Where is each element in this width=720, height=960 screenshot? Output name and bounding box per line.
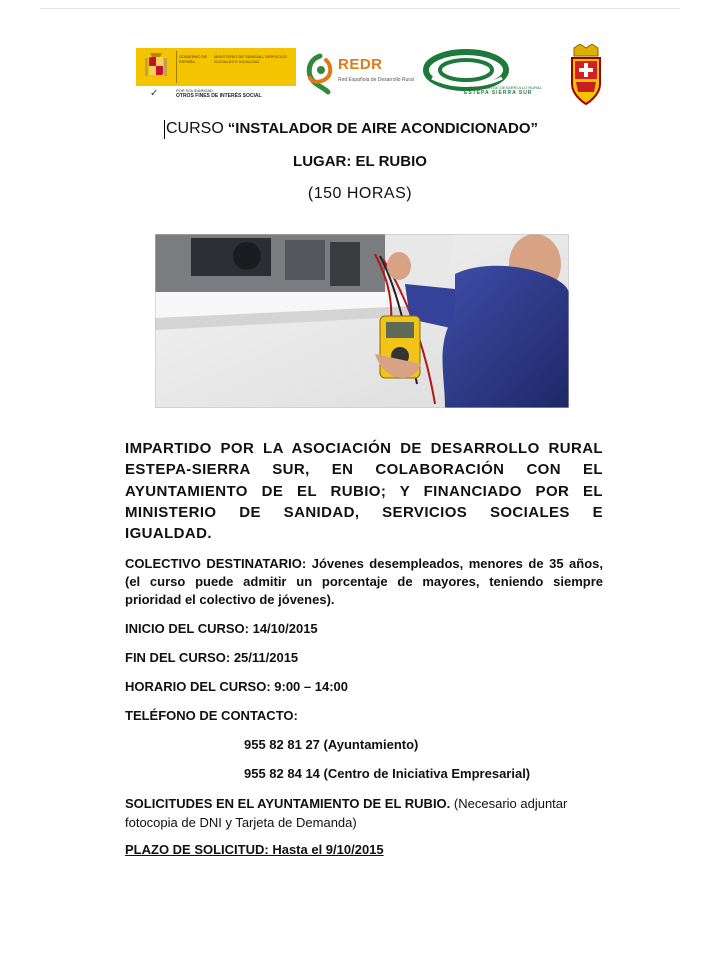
applications-location: SOLICITUDES EN EL AYUNTAMIENTO DE EL RUBIO. (125, 796, 451, 811)
technician-ac-photo (155, 234, 569, 408)
gobierno-banner (136, 48, 296, 86)
start-date: INICIO DEL CURSO: 14/10/2015 (125, 621, 318, 636)
application-deadline: PLAZO DE SOLICITUD: Hasta el 9/10/2015 (125, 842, 384, 857)
gobierno-divider (176, 51, 177, 83)
target-audience-text: Jóvenes desempleados, menores de 35 años, (el curso puede admitir un porcentaje de mayores, teniendo siempre prioridad el colectivo de jóvenes). (125, 556, 603, 607)
redr-swirl-icon (302, 52, 338, 96)
schedule: HORARIO DEL CURSO: 9:00 – 14:00 (125, 679, 348, 694)
estepa-sierra-sur-logo (422, 48, 552, 96)
estepa-line2: ESTEPA SIERRA SUR (464, 90, 533, 96)
course-word: CURSO (166, 120, 224, 137)
applications-note: (Necesario adjuntar fotocopia de DNI y Tarjeta de Demanda) (125, 796, 568, 830)
checkmark-icon: ✓ (150, 88, 159, 99)
gobierno-espana-logo (136, 48, 296, 102)
end-date: FIN DEL CURSO: 25/11/2015 (125, 650, 299, 665)
phone-ayuntamiento: 955 82 81 27 (Ayuntamiento) (244, 737, 419, 752)
top-rule (40, 8, 680, 9)
organizer-paragraph: IMPARTIDO POR LA ASOCIACIÓN DE DESARROLLO RURAL ESTEPA-SIERRA SUR, EN COLABORACIÓN CON EL AYUNTAMIENTO DE EL RUBIO; Y FINANCIADO POR EL MINISTERIO DE SANIDAD, SERVICIOS SOCIALES E IGUALDAD. (125, 440, 603, 543)
target-audience-paragraph (125, 555, 603, 609)
contact-phone-label: TELÉFONO DE CONTACTO: (125, 708, 298, 723)
spain-crest-icon (140, 51, 172, 83)
redr-subtitle: Red Española de Desarrollo Rural (338, 77, 414, 83)
course-title (166, 120, 538, 138)
fines-sociales-label: OTROS FINES DE INTERÉS SOCIAL (176, 93, 262, 99)
solidaridad-label: POR SOLIDARIDAD (176, 88, 213, 93)
location-heading: LUGAR: EL RUBIO (293, 153, 427, 170)
phone-centro-iniciativa: 955 82 84 14 (Centro de Iniciativa Empresarial) (244, 766, 531, 781)
target-audience-label: COLECTIVO DESTINATARIO: (125, 556, 307, 571)
redr-logo (300, 50, 412, 98)
hours-heading: (150 HORAS) (307, 185, 413, 202)
ministerio-label: MINISTERIO DE SANIDAD, SERVICIOS SOCIALES E IGUALDAD (214, 54, 287, 64)
estepa-line1: ASOCIACIÓN DE DESARROLLO RURAL (467, 85, 542, 90)
course-name: “INSTALADOR DE AIRE ACONDICIONADO” (227, 120, 539, 137)
el-rubio-shield-icon (566, 44, 606, 106)
applications-paragraph (125, 794, 603, 832)
redr-name: REDR (338, 56, 383, 73)
text-cursor (164, 120, 165, 139)
gobierno-label: GOBIERNO DE ESPAÑA (179, 54, 208, 64)
